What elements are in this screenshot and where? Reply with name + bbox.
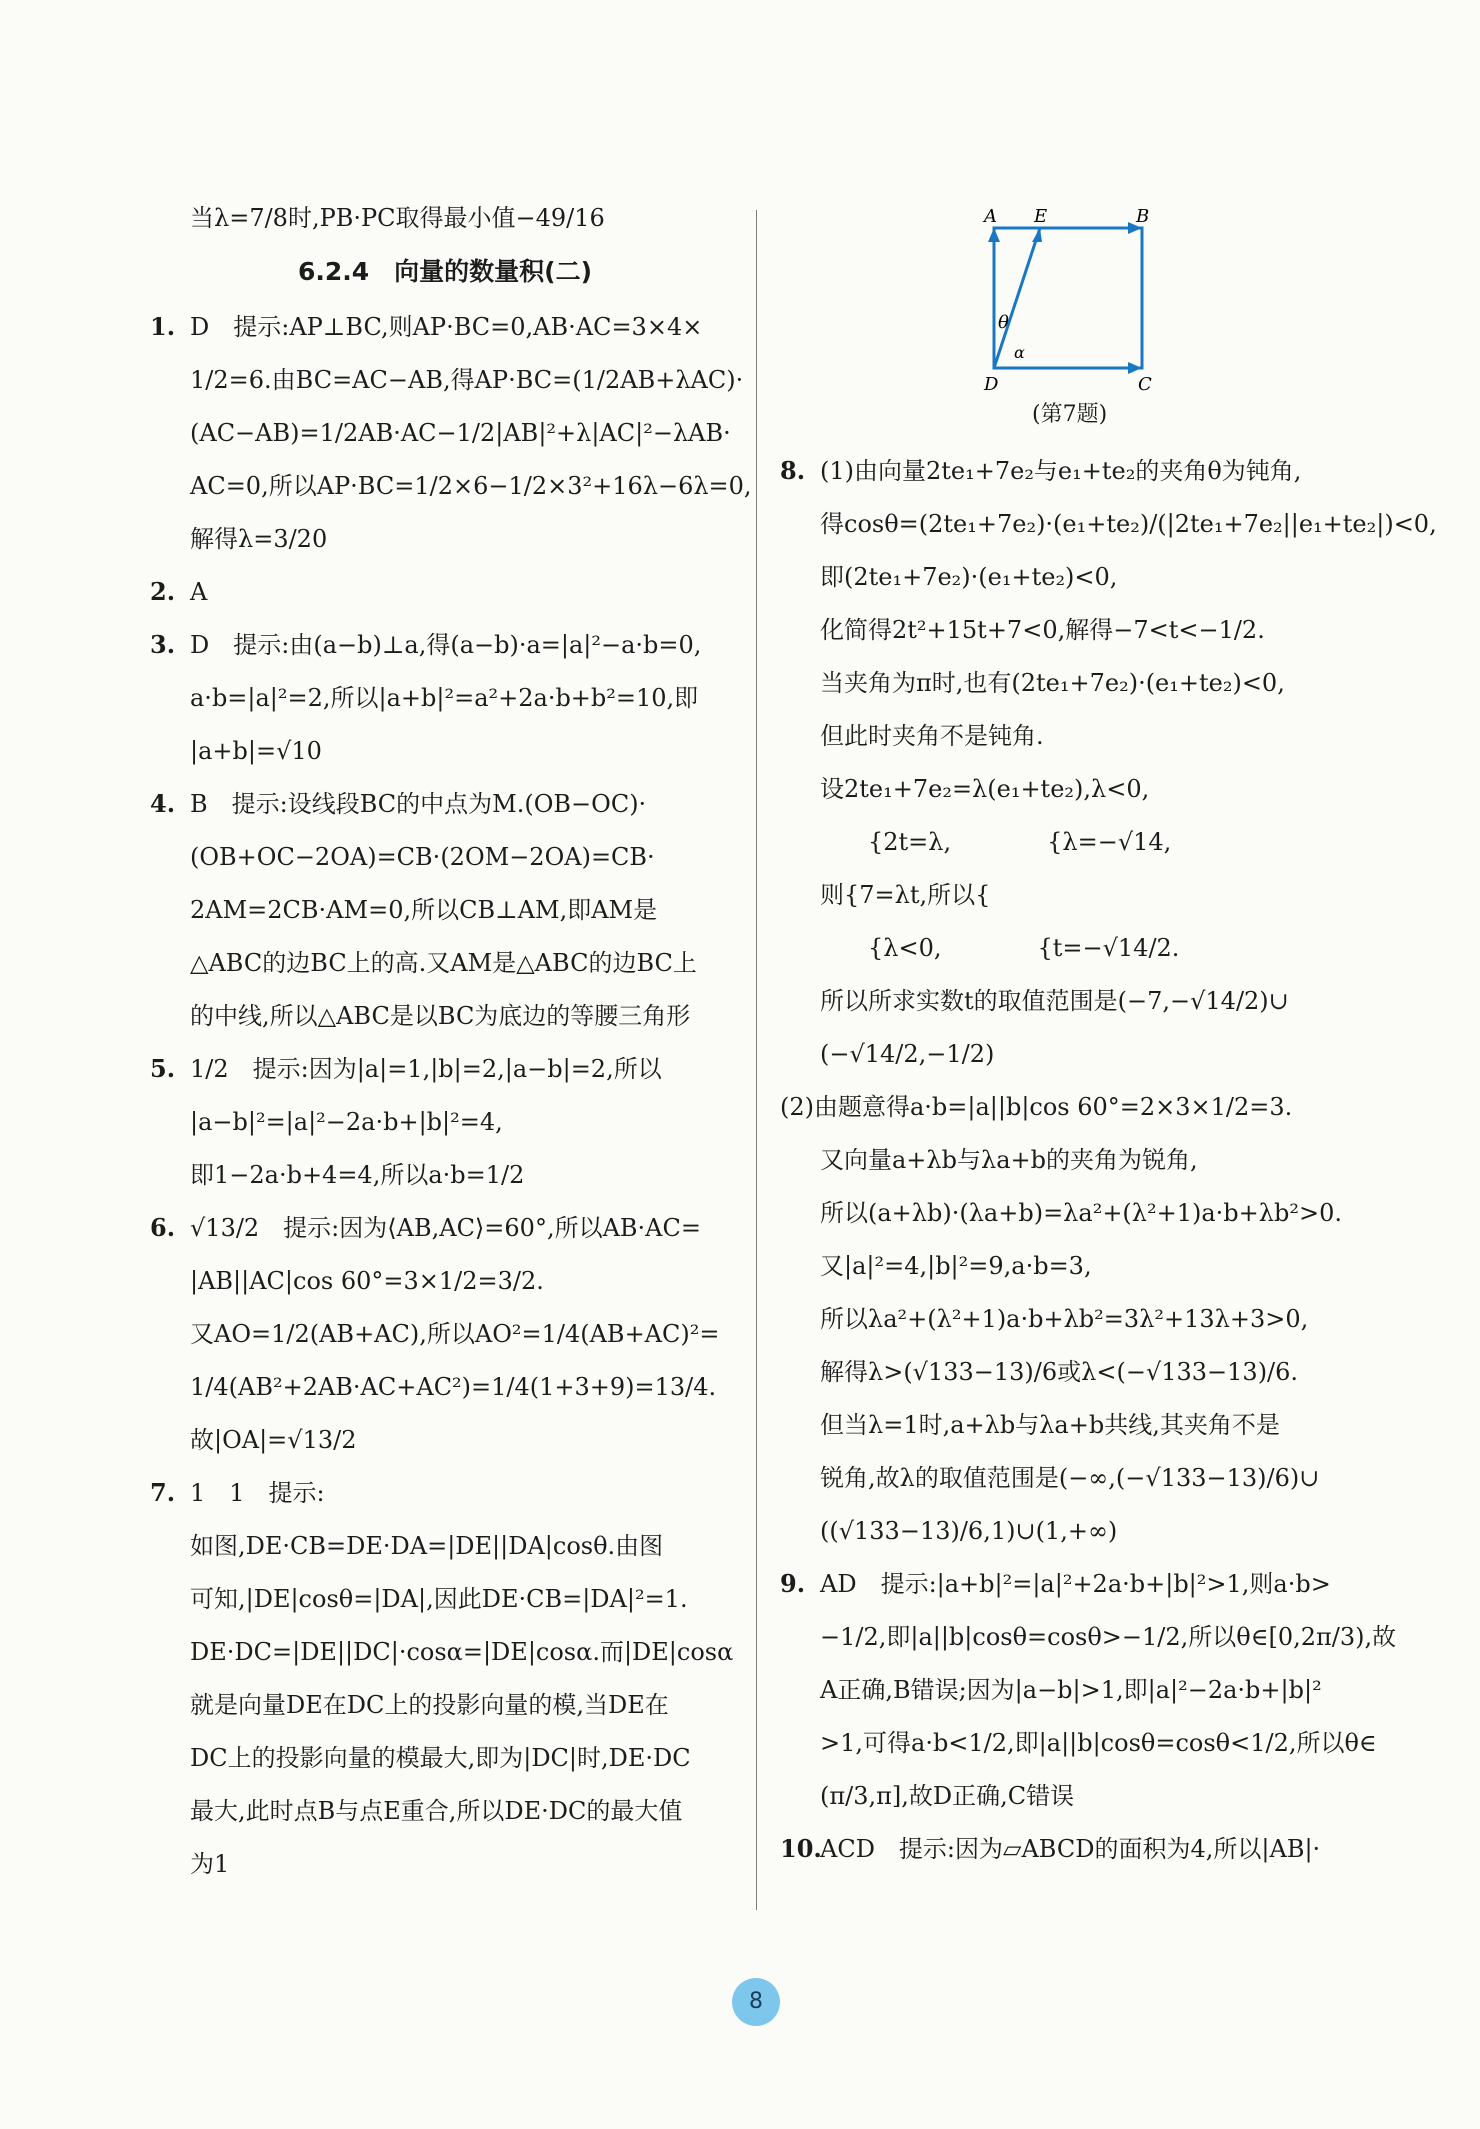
line-text: >1,可得a·b<1/2,即|a||b|cosθ=cosθ<1/2,所以θ∈ (820, 1729, 1377, 1757)
text-line (780, 559, 1360, 595)
line-text: D 提示:由(a−b)⊥a,得(a−b)·a=|a|²−a·b=0, (190, 630, 702, 659)
problem-number: 9. (780, 1569, 806, 1598)
line-text: 1 1 提示: (190, 1478, 325, 1507)
label-d: D (984, 374, 999, 395)
text-line (780, 1513, 1360, 1549)
text-line (780, 612, 1360, 648)
line-text: 又AO=1/2(AB+AC),所以AO²=1/4(AB+AC)²= (190, 1319, 720, 1348)
line-text: |a+b|=√10 (190, 736, 322, 765)
text-line (780, 983, 1360, 1019)
line-text: {λ<0, {t=−√14/2. (820, 934, 1180, 962)
line-text: 又|a|²=4,|b|²=9,a·b=3, (820, 1252, 1092, 1280)
line-text: (−√14/2,−1/2) (820, 1040, 995, 1068)
text-line (150, 200, 740, 236)
figure-caption: (第7题) (1032, 402, 1108, 427)
text-line (150, 1846, 740, 1882)
line-text: 所以(a+λb)·(λa+b)=λa²+(λ²+1)a·b+λb²>0. (820, 1199, 1342, 1227)
text-line (780, 1725, 1377, 1761)
text-line (780, 1248, 1360, 1284)
text-line (780, 771, 1360, 807)
line-text: 但此时夹角不是钝角. (820, 722, 1044, 750)
line-text: 所以λa²+(λ²+1)a·b+λb²=3λ²+13λ+3>0, (820, 1305, 1309, 1333)
text-line (150, 1051, 740, 1087)
line-text: 1/4(AB²+2AB·AC+AC²)=1/4(1+3+9)=13/4. (190, 1372, 717, 1401)
line-text: (1)由向量2te₁+7e₂与e₁+te₂的夹角θ为钝角, (820, 457, 1302, 485)
text-line (780, 1831, 1360, 1867)
line-text: 最大,此时点B与点E重合,所以DE·DC的最大值 (190, 1796, 683, 1825)
text-line (150, 415, 740, 451)
text-line (150, 309, 740, 345)
figure-problem-7 (780, 200, 1360, 445)
text-line (150, 362, 744, 398)
text-line (780, 1301, 1360, 1337)
text-line (150, 1369, 740, 1405)
text-line (150, 521, 740, 557)
text-line (780, 1195, 1360, 1231)
line-text: A正确,B错误;因为|a−b|>1,即|a|²−2a·b+|b|² (820, 1676, 1322, 1704)
line-text: (2)由题意得a·b=|a||b|cos 60°=2×3×1/2=3. (780, 1093, 1293, 1121)
text-line (150, 1263, 740, 1299)
arrowhead-a (988, 228, 1000, 242)
line-text: (AC−AB)=1/2AB·AC−1/2|AB|²+λ|AC|²−λAB· (190, 418, 731, 447)
text-line (150, 468, 752, 504)
label-c: C (1138, 374, 1152, 395)
text-line (150, 574, 740, 610)
text-line (150, 1634, 740, 1670)
text-line (150, 1422, 740, 1458)
line-text: |a−b|²=|a|²−2a·b+|b|²=4, (190, 1107, 503, 1136)
text-line (780, 1036, 1360, 1072)
text-line (150, 839, 740, 875)
problem-number: 6. (150, 1212, 176, 1242)
text-line (150, 1740, 740, 1776)
right-column (780, 200, 1437, 1884)
text-line (150, 627, 740, 663)
square-diagram (980, 208, 1160, 398)
line-text: 可知,|DE|cosθ=|DA|,因此DE·CB=|DA|²=1. (190, 1584, 688, 1613)
text-line (780, 1407, 1360, 1443)
problem-number: 10. (780, 1834, 822, 1863)
problem-number: 8. (780, 456, 806, 485)
line-text: A (190, 577, 208, 606)
text-line (150, 1793, 740, 1829)
page-number-badge: 8 (732, 1978, 780, 2026)
line-text: DE·DC=|DE||DC|·cosα=|DE|cosα.而|DE|cosα (190, 1637, 734, 1666)
text-line (780, 718, 1360, 754)
line-text: (OB+OC−2OA)=CB·(2OM−2OA)=CB· (190, 842, 655, 871)
text-line (150, 733, 740, 769)
line-text: DC上的投影向量的模最大,即为|DC|时,DE·DC (190, 1743, 691, 1772)
line-text: D 提示:AP⊥BC,则AP·BC=0,AB·AC=3×4× (190, 312, 703, 341)
line-text: 即1−2a·b+4=4,所以a·b=1/2 (190, 1160, 525, 1189)
line-text: 故|OA|=√13/2 (190, 1425, 357, 1454)
text-line (780, 1672, 1360, 1708)
problem-number: 5. (150, 1053, 176, 1083)
problem-number: 7. (150, 1477, 176, 1507)
line-text: 当λ=7/8时,PB·PC取得最小值−49/16 (190, 204, 605, 232)
line-text: 得cosθ=(2te₁+7e₂)·(e₁+te₂)/(|2te₁+7e₂||e₁+te₂|)<0, (820, 510, 1437, 538)
text-line (150, 945, 740, 981)
text-line (150, 786, 740, 822)
text-line (150, 1581, 740, 1617)
text-line (780, 1460, 1360, 1496)
line-text: 解得λ>(√133−13)/6或λ<(−√133−13)/6. (820, 1358, 1299, 1386)
line-text: 如图,DE·CB=DE·DA=|DE||DA|cosθ.由图 (190, 1531, 664, 1560)
text-line (780, 877, 1360, 913)
text-line (150, 892, 740, 928)
section-title: 6.2.4 向量的数量积(二) (297, 257, 593, 286)
line-text: 解得λ=3/20 (190, 524, 328, 553)
text-line (150, 1210, 740, 1246)
text-line (150, 1157, 740, 1193)
line-text: −1/2,即|a||b|cosθ=cosθ>−1/2,所以θ∈[0,2π/3),故 (820, 1623, 1397, 1651)
line-text: 又向量a+λb与λa+b的夹角为锐角, (820, 1146, 1198, 1174)
text-line (780, 453, 1360, 489)
text-line (780, 1778, 1360, 1814)
text-line (150, 1316, 740, 1352)
text-line (150, 1475, 740, 1511)
line-text: ACD 提示:因为▱ABCD的面积为4,所以|AB|· (820, 1835, 1321, 1863)
line-text: a·b=|a|²=2,所以|a+b|²=a²+2a·b+b²=10,即 (190, 683, 699, 712)
text-line (780, 1089, 1360, 1125)
text-line (150, 1687, 740, 1723)
line-text: 2AM=2CB·AM=0,所以CB⊥AM,即AM是 (190, 895, 658, 924)
text-line (780, 824, 1360, 860)
problem-number: 3. (150, 629, 176, 659)
line-text: (π/3,π],故D正确,C错误 (820, 1782, 1075, 1810)
line-text: 化简得2t²+15t+7<0,解得−7<t<−1/2. (820, 616, 1265, 644)
left-column (150, 200, 752, 1899)
label-a: A (984, 208, 997, 227)
label-b: B (1136, 208, 1150, 227)
line-text: AC=0,所以AP·BC=1/2×6−1/2×3²+16λ−6λ=0, (190, 471, 752, 500)
line-text: ((√133−13)/6,1)∪(1,+∞) (820, 1517, 1118, 1545)
arrowhead-c (1128, 362, 1142, 374)
line-text: 为1 (190, 1849, 230, 1878)
line-text: 则{7=λt,所以{ (820, 881, 991, 909)
right-column-lines (780, 453, 1437, 1867)
text-line (780, 1566, 1360, 1602)
line-text: 的中线,所以△ABC是以BC为底边的等腰三角形 (190, 1001, 691, 1030)
line-text: 1/2 提示:因为|a|=1,|b|=2,|a−b|=2,所以 (190, 1054, 662, 1083)
line-text: 就是向量DE在DC上的投影向量的模,当DE在 (190, 1690, 669, 1719)
line-text: {2t=λ, {λ=−√14, (820, 828, 1172, 856)
line-text: 即(2te₁+7e₂)·(e₁+te₂)<0, (820, 563, 1118, 591)
line-text: 当夹角为π时,也有(2te₁+7e₂)·(e₁+te₂)<0, (820, 669, 1285, 697)
label-alpha: α (1014, 343, 1025, 362)
text-line (150, 680, 740, 716)
line-text: |AB||AC|cos 60°=3×1/2=3/2. (190, 1266, 544, 1295)
line-text: 所以所求实数t的取值范围是(−7,−√14/2)∪ (820, 987, 1289, 1015)
text-line (780, 665, 1360, 701)
line-text: AD 提示:|a+b|²=|a|²+2a·b+|b|²>1,则a·b> (820, 1570, 1331, 1598)
text-line (780, 1354, 1360, 1390)
text-line (150, 998, 740, 1034)
label-theta: θ (998, 312, 1009, 333)
text-line (150, 1104, 740, 1140)
problem-number: 1. (150, 311, 176, 341)
problem-number: 2. (150, 576, 176, 606)
label-e: E (1034, 208, 1048, 227)
column-divider (756, 210, 757, 1910)
text-line (780, 1142, 1360, 1178)
line-text: 但当λ=1时,a+λb与λa+b共线,其夹角不是 (820, 1411, 1280, 1439)
line-text: 1/2=6.由BC=AC−AB,得AP·BC=(1/2AB+λAC)· (190, 365, 744, 394)
text-line (150, 1528, 740, 1564)
text-line (780, 1619, 1397, 1655)
line-text: B 提示:设线段BC的中点为M.(OB−OC)· (190, 789, 647, 818)
problem-number: 4. (150, 788, 176, 818)
line-text: △ABC的边BC上的高.又AM是△ABC的边BC上 (190, 948, 697, 977)
line-text: √13/2 提示:因为⟨AB,AC⟩=60°,所以AB·AC= (190, 1213, 701, 1242)
text-line (780, 506, 1437, 542)
line-text: 锐角,故λ的取值范围是(−∞,(−√133−13)/6)∪ (820, 1464, 1320, 1492)
text-line (780, 930, 1360, 966)
line-text: 设2te₁+7e₂=λ(e₁+te₂),λ<0, (820, 775, 1150, 803)
